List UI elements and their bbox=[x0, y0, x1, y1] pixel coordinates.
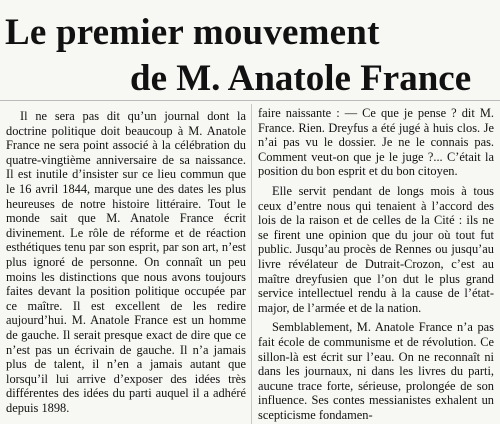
right-column bbox=[258, 106, 494, 422]
headline-line-2: de M. Anatole France bbox=[130, 58, 472, 99]
headline-rule bbox=[0, 100, 500, 101]
headline bbox=[0, 0, 500, 100]
right-paragraph-3: Semblablement, M. Anatole France n’a pas fait école de communisme et de révolution. Ce sillon-là est écrit sur l’eau. On ne reconnaît ni dans les journaux, ni dans les livres du parti, aucune trace forte, sérieuse, prolongée de son influence. Ses contes messianistes exhalent un scepticisme fondamen- bbox=[258, 320, 494, 422]
left-paragraph-1: Il ne sera pas dit qu’un journal dont la doctrine politique doit beaucoup à M. Anatole France ne sera point associé à la célébration du quatre-vingtième anniversaire de sa naissance. Il est inutile d’insister sur ce lieu commun que le 16 avril 1844, marque une des dates les plus heureuses de notre histoire littéraire. Tout le monde sait que M. Anatole France écrit divinement. Le rôle de réforme et de réaction esthétiques tenu par son esprit, par son art, n’est plus ignoré de personne. On connaît un peu moins les distinctions que nous avons toujours faites devant la position politique occupée par ce maître. Il est excellent de les redire aujourd’hui. M. Anatole France est un homme de gauche. Il serait presque exact de dire que ce n’est pas un écrivain de gauche. Il n’a jamais plus de talent, il n’en a jamais autant que lorsqu’il lui arrive d’exposer des idées très différentes des idées du parti auquel il a adhéré depuis 1898. bbox=[6, 109, 246, 415]
left-column bbox=[6, 109, 246, 415]
column-divider bbox=[251, 104, 252, 424]
headline-line-1: Le premier mouvement bbox=[5, 12, 380, 53]
right-paragraph-2: Elle servit pendant de longs mois à tous ceux d’entre nous qui tenaient à l’accord des lois de la raison et de celles de la Cité : ils ne se firent une opinion que du jour où tout fut public. Jusqu’au procès de Rennes ou jusqu’au livre révélateur de Dutrait-Crozon, c’est au maître dreyfusien que l’on dut le plus grand service intellectuel rendu à la cause de l’état-major, de l’armée et de la nation. bbox=[258, 183, 494, 315]
right-paragraph-1: faire naissante : — Ce que je pense ? dit M. France. Rien. Dreyfus a été jugé à huis clos. Je n’ai pas vu le dossier. Je ne le connais pas. Comment veut-on que je le juge ?... C’était la position du bon esprit et du bon citoyen. bbox=[258, 106, 494, 179]
